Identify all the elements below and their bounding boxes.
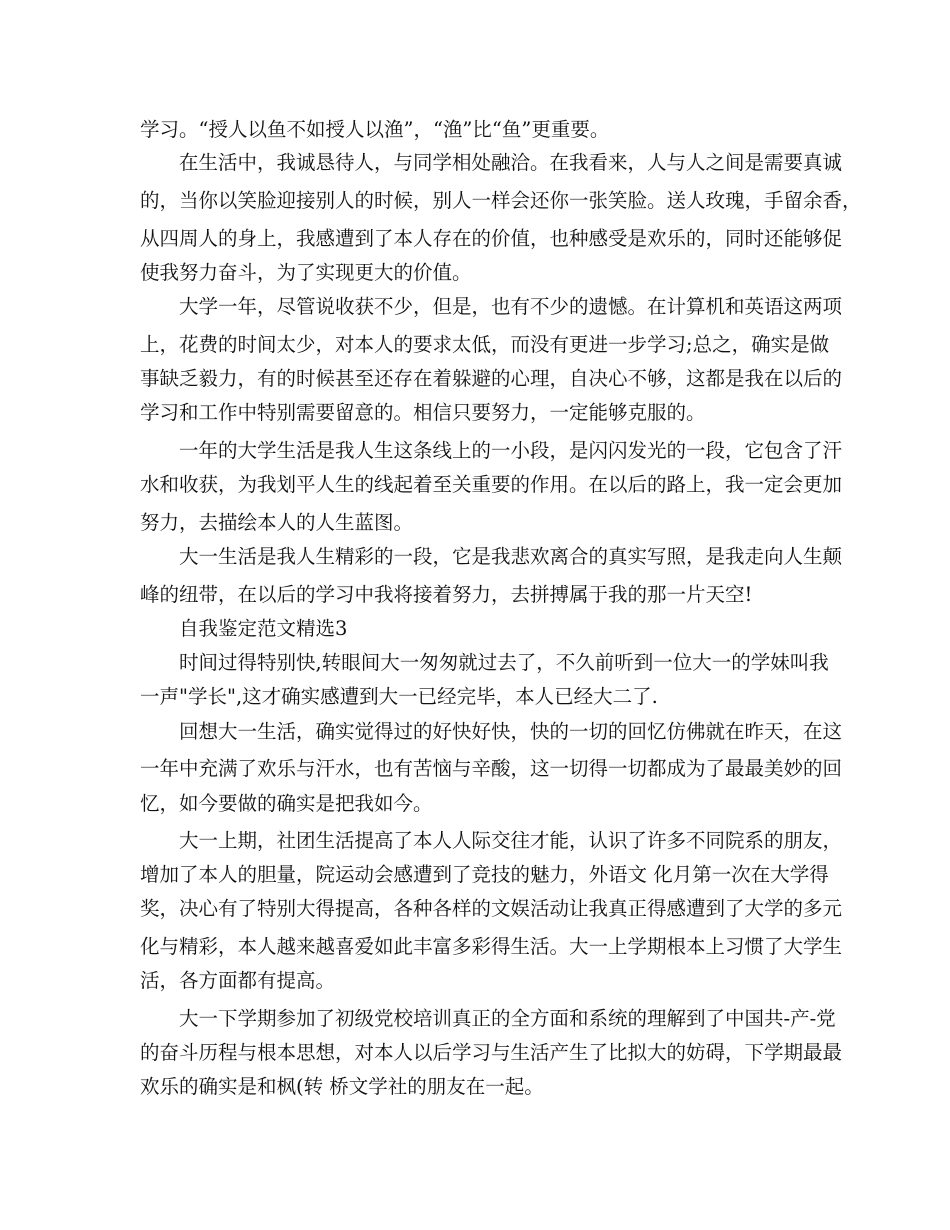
text-line: 大一生活是我人生精彩的一段，它是我悲欢离合的真实写照，是我走向人生颠 [140,545,843,568]
text-line: 的奋斗历程与根本思想，对本人以后学习与生活产生了比拟大的妨碍，下学期最最 [140,1041,843,1064]
text-line: 大一上期，社团生活提高了本人人际交往才能，认识了许多不同院系的朋友， [140,829,843,852]
text-line: 从四周人的身上，我感遭到了本人存在的价值，也种感受是欢乐的，同时还能够促 [140,227,843,250]
text-line: 大一下学期参加了初级党校培训真正的全方面和系统的理解到了中国共-产-党 [140,1007,836,1030]
text-line: 奖，决心有了特别大得提高，各种各样的文娱活动让我真正得感遭到了大学的多元 [140,897,843,920]
text-line: 时间过得特别快,转眼间大一匆匆就过去了，不久前听到一位大一的学妹叫我 [140,651,829,674]
text-line: 事缺乏毅力，有的时候甚至还存在着躲避的心理，自决心不够，这都是我在以后的 [140,367,843,390]
text-line: 增加了本人的胆量，院运动会感遭到了竞技的魅力，外语文 化月第一次在大学得 [140,863,829,886]
text-line: 一年中充满了欢乐与汗水，也有苦恼与辛酸，这一切得一切都成为了最最美妙的回 [140,757,843,780]
text-line: 学习和工作中特别需要留意的。相信只要努力，一定能够克服的。 [140,401,706,424]
text-line: 一声"学长",这才确实感遭到大一已经完毕，本人已经大二了. [140,685,658,708]
text-line: 在生活中，我诚恳待人，与同学相处融洽。在我看来，人与人之间是需要真诚 [140,151,843,174]
section-heading: 自我鉴定范文精选3 [140,617,348,640]
text-line: 忆，如今要做的确实是把我如今。 [140,792,433,815]
text-line: 水和收获，为我划平人生的线起着至关重要的作用。在以后的路上，我一定会更加 [140,473,843,496]
text-line: 化与精彩，本人越来越喜爱如此丰富多彩得生活。大一上学期根本上习惯了大学生 [140,935,843,958]
text-line: 大学一年，尽管说收获不少，但是，也有不少的遗憾。在计算机和英语这两项 [140,295,843,318]
text-line: 一年的大学生活是我人生这条线上的一小段，是闪闪发光的一段，它包含了汗 [140,439,843,462]
text-line: 努力，去描绘本人的人生蓝图。 [140,511,414,534]
text-line: 使我努力奋斗，为了实现更大的价值。 [140,261,472,284]
text-line: 的，当你以笑脸迎接别人的时候，别人一样会还你一张笑脸。送人玫瑰，手留余香， [140,189,862,212]
text-line: 欢乐的确实是和枫(转 桥文学社的朋友在一起。 [140,1075,544,1098]
text-line: 峰的纽带，在以后的学习中我将接着努力，去拼搏属于我的那一片天空! [140,583,753,606]
text-line: 上，花费的时间太少，对本人的要求太低，而没有更进一步学习;总之，确实是做 [140,333,830,356]
text-line: 活，各方面都有提高。 [140,969,336,992]
text-line: 学习。“授人以鱼不如授人以渔”，“渔”比“鱼”更重要。 [140,118,610,141]
text-line: 回想大一生活，确实觉得过的好快好快，快的一切的回忆仿佛就在昨天，在这 [140,720,843,743]
